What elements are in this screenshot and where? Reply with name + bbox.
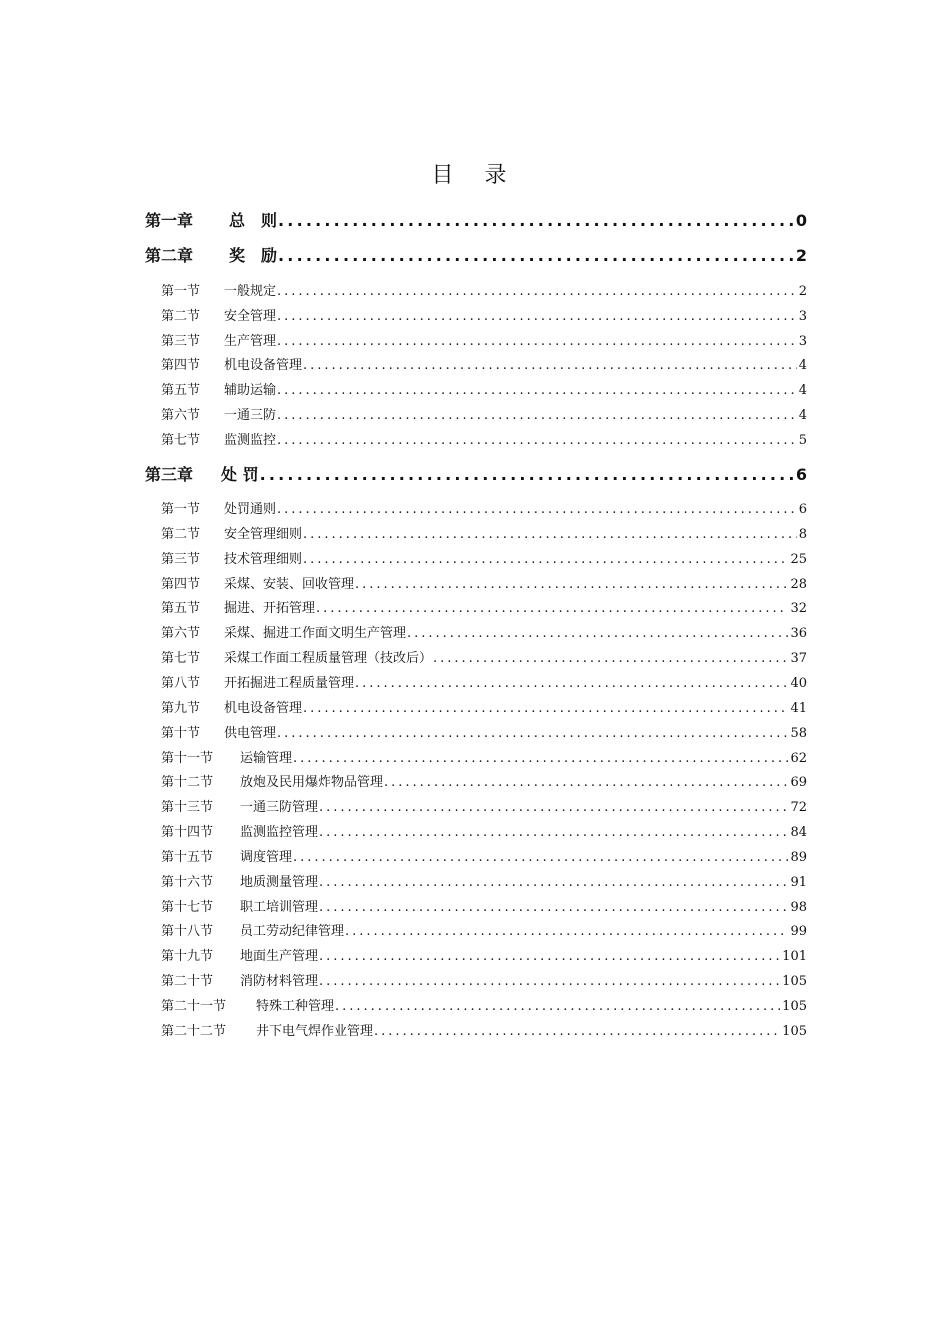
- entry-title: 一般规定: [224, 284, 277, 299]
- entry-number: 第二十节: [161, 974, 214, 990]
- entry-page-number: 62: [790, 750, 807, 766]
- entry-number: 第十节: [161, 725, 201, 741]
- toc-section-entry[interactable]: [145, 672, 807, 691]
- dot-leader: [276, 726, 788, 741]
- entry-number: 第一节: [161, 284, 201, 299]
- entry-title: 采煤、安装、回收管理: [224, 576, 355, 592]
- entry-title: 地面生产管理: [240, 949, 319, 965]
- dot-leader: [302, 527, 797, 542]
- dot-leader: [292, 850, 788, 865]
- entry-title: 处 罚: [221, 465, 259, 484]
- toc-section-entry[interactable]: [145, 995, 807, 1014]
- entry-title: 技术管理细则: [224, 551, 303, 567]
- dot-leader: [432, 651, 788, 666]
- entry-title: 处罚通则: [224, 502, 277, 517]
- entry-page-number: 4: [798, 408, 807, 423]
- entry-number: 第九节: [161, 700, 201, 716]
- entry-title: 监测监控管理: [240, 825, 319, 841]
- dot-leader: [276, 334, 797, 349]
- dot-leader: [292, 751, 788, 766]
- toc-chapter-entry[interactable]: [145, 462, 807, 485]
- entry-page-number: 105: [782, 1023, 807, 1039]
- dot-leader: [344, 924, 788, 939]
- entry-page-number: 101: [782, 949, 807, 965]
- dot-leader: [315, 601, 788, 616]
- entry-number: 第十七节: [161, 899, 214, 915]
- entry-title: 总 则: [229, 211, 278, 230]
- entry-number: 第七节: [161, 432, 201, 448]
- toc-section-entry[interactable]: [145, 280, 807, 299]
- dot-leader: [318, 800, 788, 815]
- entry-page-number: 41: [790, 700, 807, 716]
- toc-section-entry[interactable]: [145, 970, 807, 989]
- dot-leader: [276, 284, 797, 299]
- entry-number: 第三节: [161, 333, 201, 349]
- entry-title: 开拓掘进工程质量管理: [224, 675, 355, 691]
- entry-number: 第二十二节: [161, 1023, 227, 1039]
- dot-leader: [318, 900, 788, 915]
- entry-number: 第十五节: [161, 849, 214, 865]
- entry-page-number: 2: [795, 246, 807, 265]
- dot-leader: [277, 246, 794, 265]
- entry-number: 第五节: [161, 383, 201, 399]
- entry-number: 第十八节: [161, 924, 214, 940]
- entry-number: 第四节: [161, 358, 201, 374]
- entry-number: 第三节: [161, 551, 201, 567]
- dot-leader: [318, 875, 788, 890]
- entry-title: 井下电气焊作业管理: [256, 1023, 374, 1039]
- entry-number: 第七节: [161, 651, 201, 667]
- dot-leader: [406, 626, 788, 641]
- entry-title: 一通三防管理: [240, 800, 319, 816]
- dot-leader: [302, 701, 788, 716]
- entry-page-number: 105: [782, 974, 807, 990]
- entry-title: 监测监控: [224, 432, 277, 448]
- toc-section-entry[interactable]: [145, 379, 807, 398]
- entry-number: 第二节: [161, 526, 201, 542]
- dot-leader: [276, 502, 797, 517]
- entry-title: 辅助运输: [224, 383, 277, 399]
- dot-leader: [277, 211, 794, 230]
- dot-leader: [318, 949, 780, 964]
- dot-leader: [334, 999, 780, 1014]
- dot-leader: [373, 1024, 780, 1039]
- entry-title: 供电管理: [224, 725, 277, 741]
- toc-section-entry[interactable]: [145, 821, 807, 840]
- entry-number: 第十六节: [161, 874, 214, 890]
- entry-title: 放炮及民用爆炸物品管理: [240, 775, 384, 791]
- entry-number: 第二十一节: [161, 999, 227, 1014]
- toc-section-entry[interactable]: [145, 404, 807, 423]
- toc-section-entry[interactable]: [145, 722, 807, 741]
- entry-title: 机电设备管理: [224, 700, 303, 716]
- dot-leader: [276, 309, 797, 324]
- toc-section-entry[interactable]: [145, 498, 807, 517]
- toc-section-entry[interactable]: [145, 305, 807, 324]
- entry-page-number: 105: [782, 999, 807, 1014]
- entry-title: 地质测量管理: [240, 874, 319, 890]
- entry-page-number: 89: [790, 849, 807, 865]
- entry-number: 第一章: [145, 211, 194, 230]
- entry-number: 第十四节: [161, 825, 214, 841]
- entry-page-number: 91: [790, 874, 807, 890]
- toc-section-entry[interactable]: [145, 429, 807, 448]
- entry-number: 第二章: [145, 246, 194, 265]
- entry-number: 第二节: [161, 308, 201, 324]
- toc-section-entry[interactable]: [145, 920, 807, 939]
- entry-title: 安全管理细则: [224, 526, 303, 542]
- entry-title: 掘进、开拓管理: [224, 601, 316, 617]
- entry-page-number: 8: [798, 526, 807, 542]
- entry-title: 调度管理: [240, 849, 293, 865]
- entry-title: 采煤、掘进工作面文明生产管理: [224, 626, 407, 642]
- entry-page-number: 6: [798, 502, 807, 517]
- toc-section-entry[interactable]: [145, 846, 807, 865]
- entry-page-number: 72: [790, 800, 807, 816]
- entry-number: 第十九节: [161, 949, 214, 965]
- entry-page-number: 36: [790, 626, 807, 642]
- entry-number: 第三章: [145, 465, 194, 484]
- toc-title: 目 录: [431, 163, 519, 188]
- entry-title: 运输管理: [240, 750, 293, 766]
- toc-section-entry[interactable]: [145, 647, 807, 666]
- toc-section-entry[interactable]: [145, 747, 807, 766]
- entry-page-number: 0: [795, 211, 807, 230]
- toc-section-entry[interactable]: [145, 597, 807, 616]
- entry-number: 第四节: [161, 576, 201, 592]
- entry-page-number: 2: [798, 284, 807, 299]
- entry-number: 第十二节: [161, 775, 214, 791]
- toc-section-entry[interactable]: [145, 354, 807, 373]
- entry-title: 安全管理: [224, 308, 277, 324]
- dot-leader: [302, 552, 788, 567]
- dot-leader: [318, 825, 788, 840]
- entry-title: 职工培训管理: [240, 899, 319, 915]
- entry-title: 生产管理: [224, 333, 277, 349]
- entry-number: 第八节: [161, 675, 201, 691]
- entry-number: 第一节: [161, 502, 201, 517]
- entry-page-number: 4: [798, 358, 807, 374]
- dot-leader: [276, 383, 797, 398]
- toc-section-entry[interactable]: [145, 1020, 807, 1039]
- entry-page-number: 28: [790, 576, 807, 592]
- toc-chapter-entry[interactable]: [145, 243, 807, 266]
- dot-leader: [383, 775, 788, 790]
- dot-leader: [354, 676, 788, 691]
- toc-section-entry[interactable]: [145, 871, 807, 890]
- entry-page-number: 98: [790, 899, 807, 915]
- toc-section-entry[interactable]: [145, 697, 807, 716]
- toc-section-entry[interactable]: [145, 622, 807, 641]
- entry-page-number: 37: [790, 651, 807, 667]
- toc-section-entry[interactable]: [145, 548, 807, 567]
- entry-page-number: 58: [790, 725, 807, 741]
- toc-section-entry[interactable]: [145, 896, 807, 915]
- entry-number: 第六节: [161, 626, 201, 642]
- entry-title: 机电设备管理: [224, 358, 303, 374]
- dot-leader: [318, 974, 780, 989]
- toc-section-entry[interactable]: [145, 330, 807, 349]
- entry-title: 一通三防: [224, 408, 277, 423]
- toc-chapter-entry[interactable]: [145, 208, 807, 231]
- entry-page-number: 99: [790, 924, 807, 940]
- entry-title: 消防材料管理: [240, 974, 319, 990]
- dot-leader: [259, 465, 794, 484]
- entry-page-number: 4: [798, 383, 807, 399]
- toc-section-entry[interactable]: [145, 573, 807, 592]
- dot-leader: [276, 408, 797, 423]
- entry-page-number: 6: [795, 465, 807, 484]
- entry-title: 奖 励: [229, 246, 278, 265]
- entry-page-number: 3: [798, 333, 807, 349]
- entry-title: 特殊工种管理: [256, 999, 335, 1014]
- entry-page-number: 69: [790, 775, 807, 791]
- entry-page-number: 3: [798, 308, 807, 324]
- entry-number: 第十一节: [161, 750, 214, 766]
- entry-page-number: 40: [790, 675, 807, 691]
- dot-leader: [302, 358, 797, 373]
- entry-number: 第五节: [161, 601, 201, 617]
- entry-page-number: 25: [790, 551, 807, 567]
- entry-title: 员工劳动纪律管理: [240, 924, 345, 940]
- entry-page-number: 32: [790, 601, 807, 617]
- entry-number: 第六节: [161, 408, 201, 423]
- toc-section-entry[interactable]: [145, 523, 807, 542]
- entry-page-number: 5: [798, 432, 807, 448]
- toc-section-entry[interactable]: [145, 796, 807, 815]
- entry-number: 第十三节: [161, 800, 214, 816]
- entry-title: 采煤工作面工程质量管理（技改后）: [224, 651, 433, 667]
- toc-section-entry[interactable]: [145, 771, 807, 790]
- toc-section-entry[interactable]: [145, 945, 807, 964]
- dot-leader: [276, 433, 797, 448]
- entry-page-number: 84: [790, 825, 807, 841]
- dot-leader: [354, 577, 788, 592]
